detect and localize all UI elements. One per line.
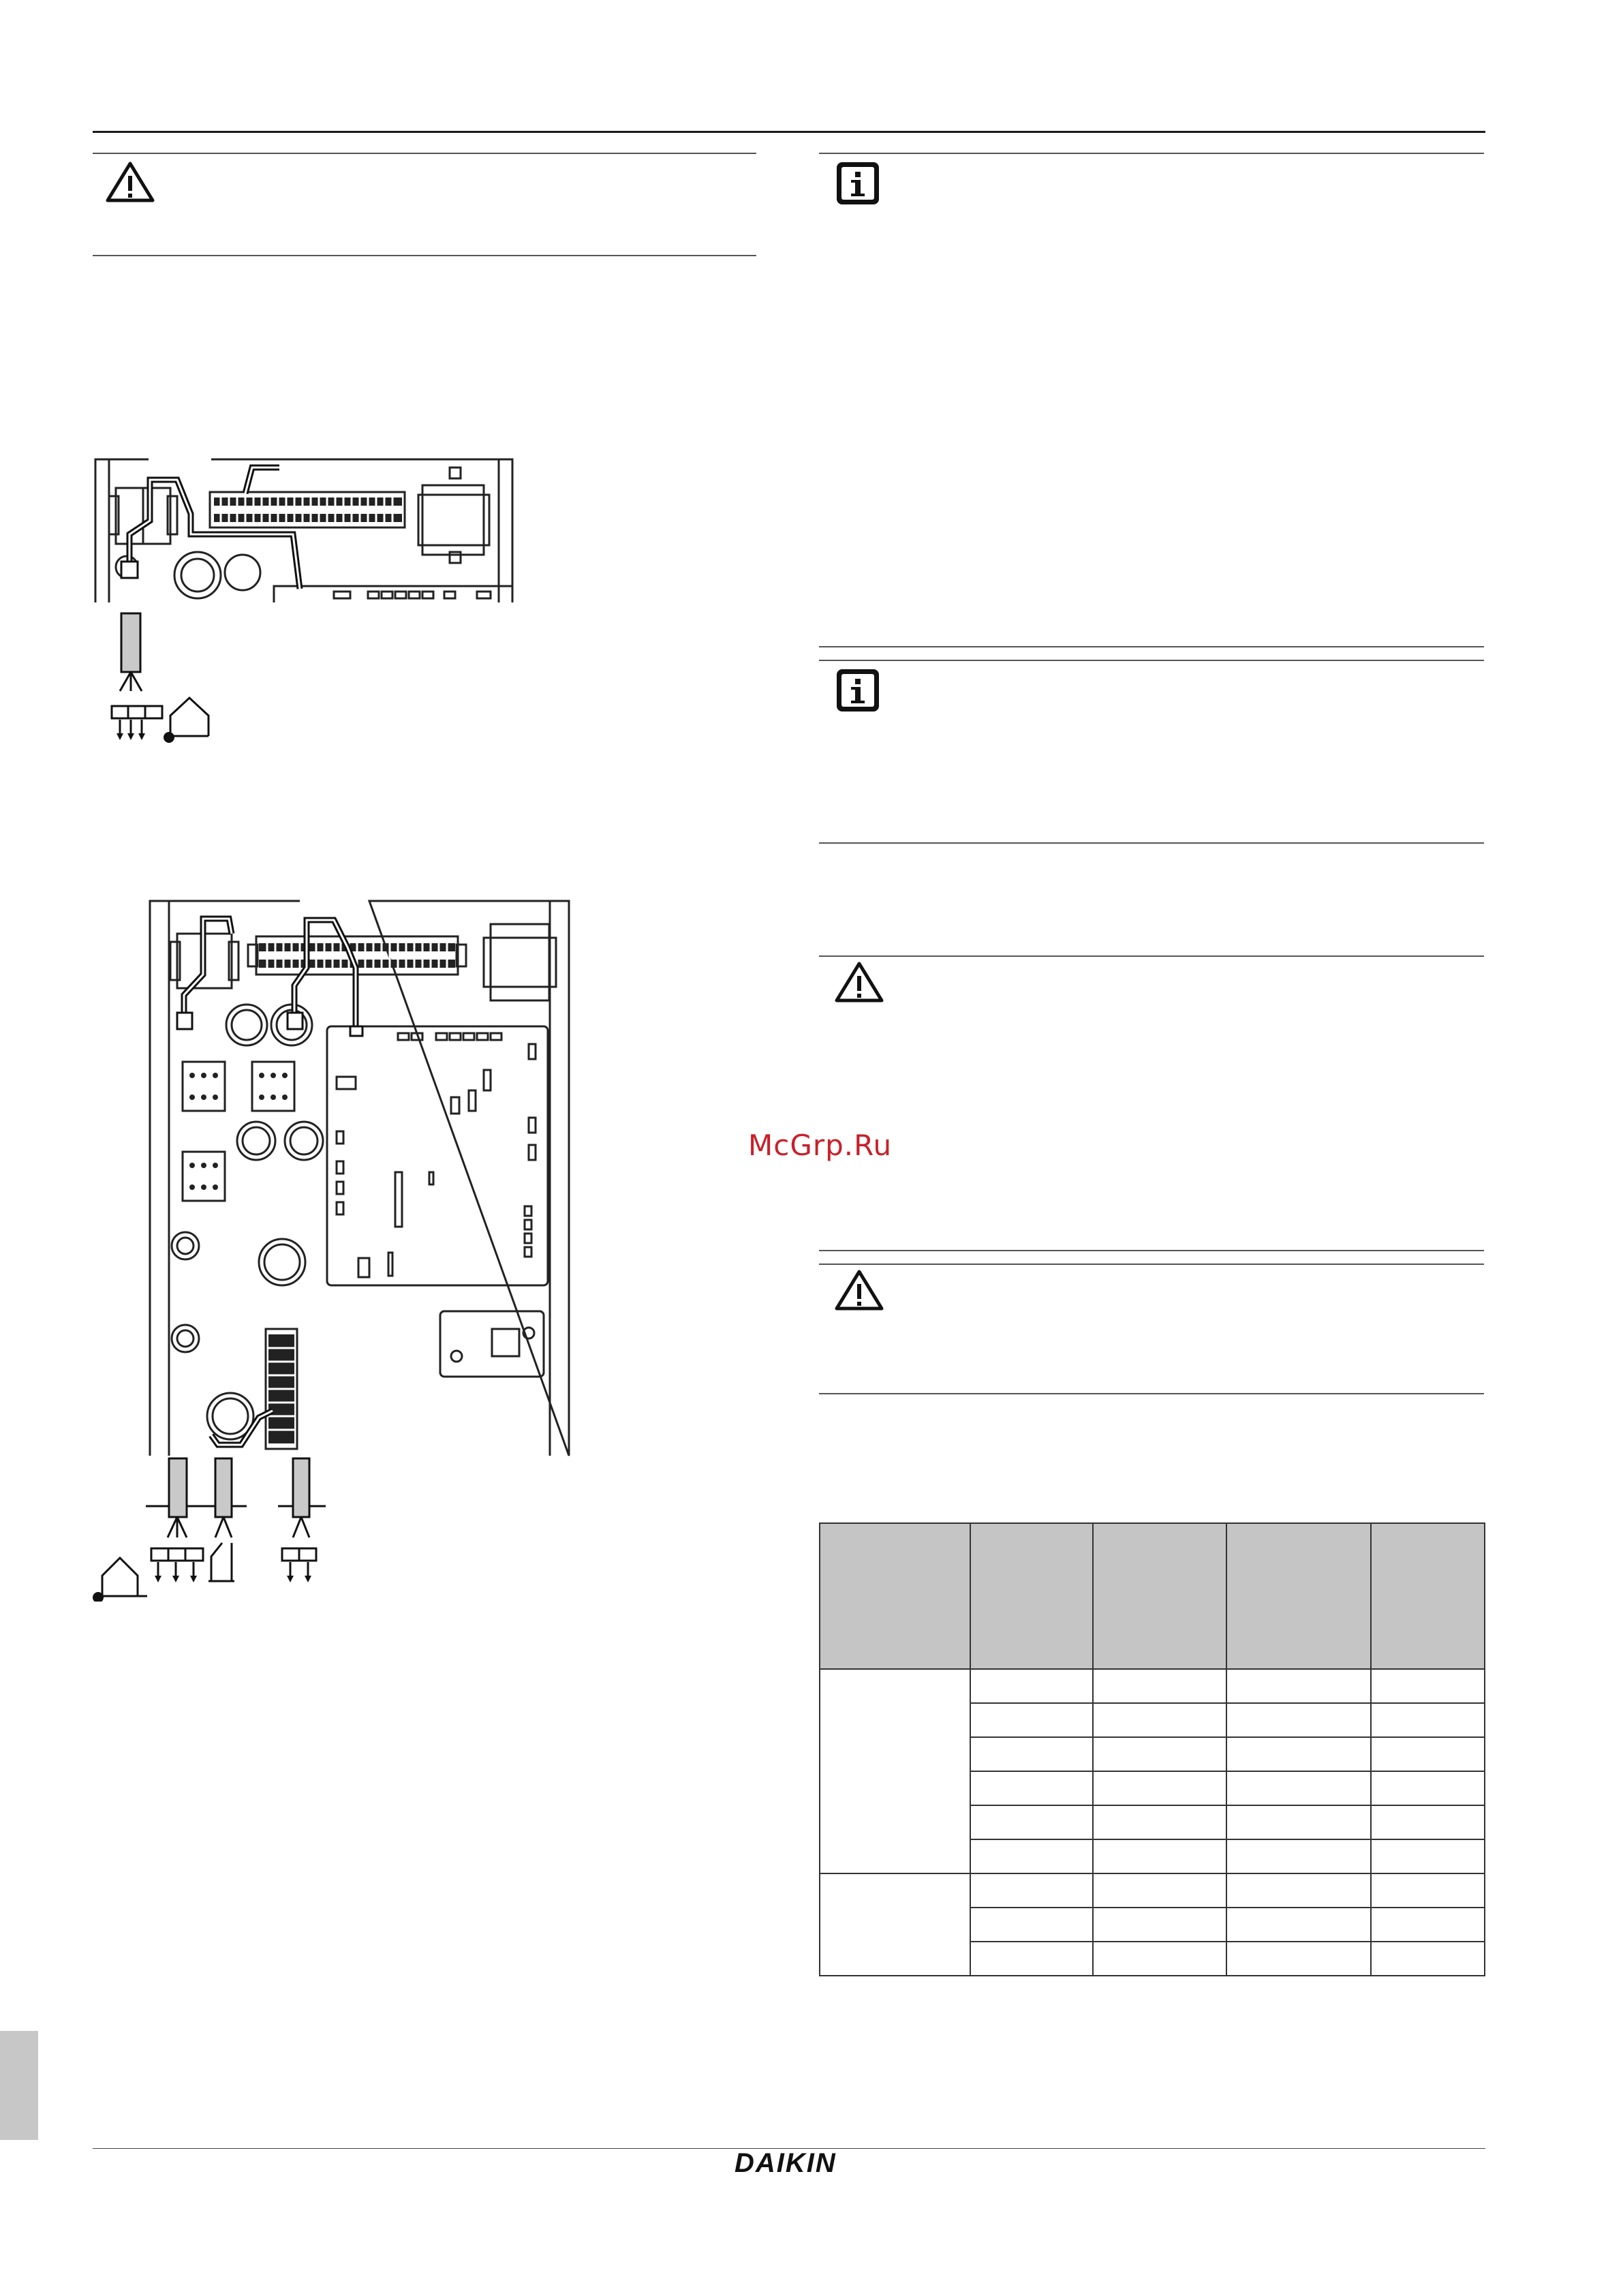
wiring-diagram-extended	[75, 893, 593, 1602]
warning-block-3-bottom-rule	[819, 1393, 1484, 1394]
side-tab	[0, 2031, 38, 2140]
specification-table	[819, 1522, 1485, 1976]
table-header-cell	[1093, 1523, 1226, 1669]
table-row	[820, 1669, 1485, 1703]
warning-block-bottom-rule	[93, 255, 756, 256]
table-header-cell	[1226, 1523, 1371, 1669]
warning-block-2-top-rule	[819, 955, 1484, 957]
wiring-diagram-basic	[82, 453, 525, 752]
brand-logo: DAIKIN	[735, 2148, 837, 2178]
table-header-row	[820, 1523, 1485, 1669]
info-block-1-top-rule	[819, 153, 1484, 154]
warning-block-3-top-rule-a	[819, 1250, 1484, 1251]
table-header-cell	[970, 1523, 1093, 1669]
watermark: McGrp.Ru	[748, 1129, 893, 1162]
table-header-cell	[1371, 1523, 1485, 1669]
warning-block-top-rule	[93, 153, 756, 154]
warning-triangle-icon	[834, 1269, 884, 1311]
table-row	[820, 1873, 1485, 1908]
table-group-cell	[820, 1669, 970, 1873]
info-block-2-bottom-rule	[819, 842, 1484, 844]
info-block-2-top-rule-a	[819, 646, 1484, 647]
information-icon	[834, 667, 882, 714]
warning-block-3-top-rule-b	[819, 1264, 1484, 1265]
header-rule	[93, 131, 1485, 133]
info-block-2-top-rule-b	[819, 660, 1484, 661]
table-group-cell	[820, 1873, 970, 1976]
information-icon	[834, 159, 882, 207]
warning-triangle-icon	[105, 161, 155, 203]
warning-triangle-icon	[834, 961, 884, 1003]
table-header-cell	[820, 1523, 970, 1669]
